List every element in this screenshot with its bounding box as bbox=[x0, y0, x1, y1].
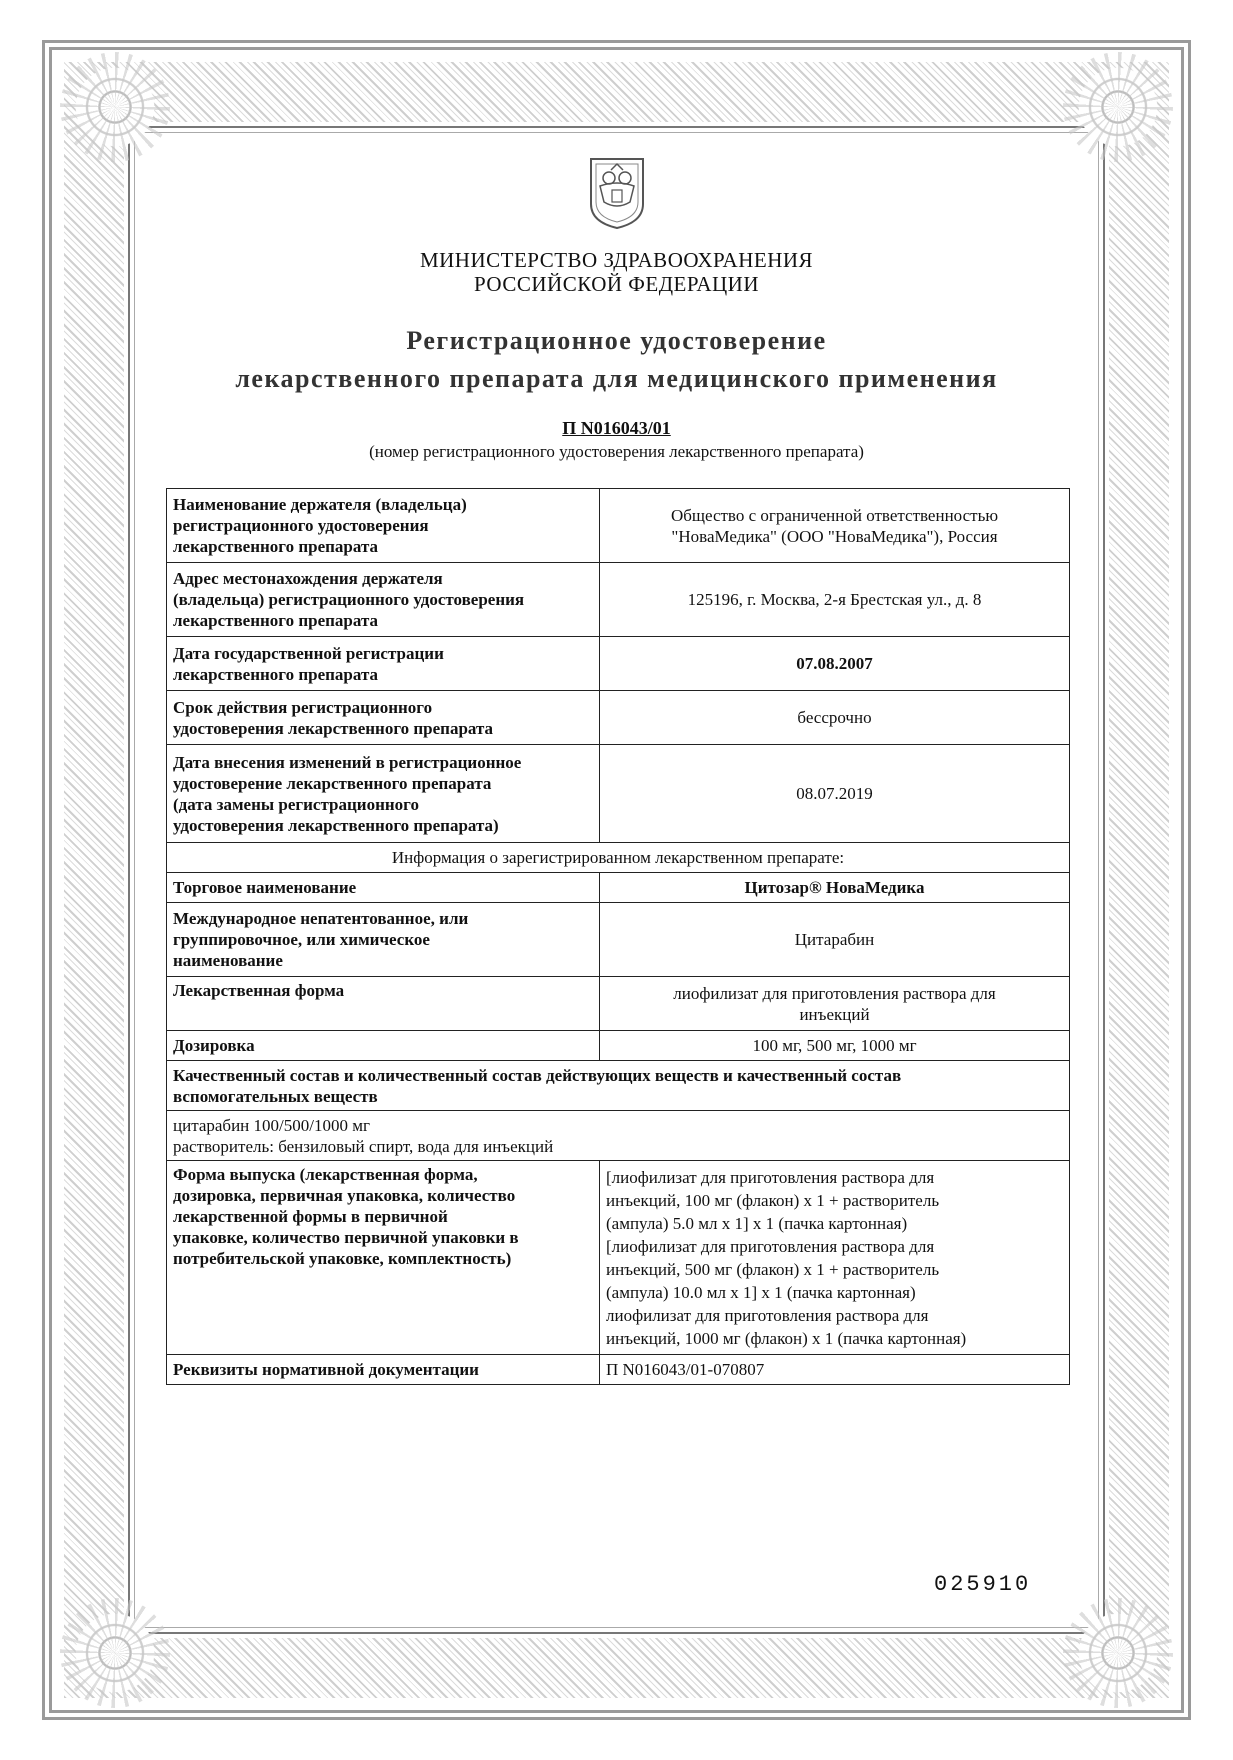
coat-of-arms-icon bbox=[588, 156, 646, 230]
table-row-reg-date bbox=[167, 637, 1070, 691]
corner-rosette-icon bbox=[60, 1598, 170, 1708]
holder-label: Наименование держателя (владельца) регистрационного удостоверения лекарственного препарата bbox=[167, 489, 600, 563]
ministry-line-2: РОССИЙСКОЙ ФЕДЕРАЦИИ bbox=[474, 272, 759, 296]
table-row-dosage bbox=[167, 1031, 1070, 1061]
trade-name-label: Торговое наименование bbox=[167, 873, 600, 903]
table-row-release-form bbox=[167, 1161, 1070, 1355]
table-row-trade-name bbox=[167, 873, 1070, 903]
title-line-1: Регистрационное удостоверение bbox=[406, 326, 827, 355]
reg-date-value: 07.08.2007 bbox=[600, 637, 1070, 691]
address-label: Адрес местонахождения держателя (владельца) регистрационного удостоверения лекарственного препарата bbox=[167, 563, 600, 637]
table-row-info-header bbox=[167, 843, 1070, 873]
corner-rosette-icon bbox=[1063, 1598, 1173, 1708]
inn-label: Международное непатентованное, или группировочное, или химическое наименование bbox=[167, 903, 600, 977]
form-value: лиофилизат для приготовления раствора для инъекций bbox=[600, 977, 1070, 1031]
composition-header: Качественный состав и количественный состав действующих веществ и качественный состав вспомогательных веществ bbox=[167, 1061, 1070, 1111]
dosage-value: 100 мг, 500 мг, 1000 мг bbox=[600, 1031, 1070, 1061]
table-row-normative bbox=[167, 1355, 1070, 1385]
certificate-title bbox=[0, 322, 1233, 398]
composition-lines: цитарабин 100/500/1000 мг растворитель: бензиловый спирт, вода для инъекций bbox=[167, 1111, 1070, 1161]
table-row-composition bbox=[167, 1111, 1070, 1161]
reg-date-label: Дата государственной регистрации лекарственного препарата bbox=[167, 637, 600, 691]
release-form-label: Форма выпуска (лекарственная форма, дозировка, первичная упаковка, количество лекарственной формы в первичной упаковке, количество первичной упаковки в потребительской упаковке, комплектность) bbox=[167, 1161, 600, 1355]
table-row-validity bbox=[167, 691, 1070, 745]
table-row-composition-header bbox=[167, 1061, 1070, 1111]
holder-value: Общество с ограниченной ответственностью "НоваМедика" (ООО "НоваМедика"), Россия bbox=[600, 489, 1070, 563]
change-date-value: 08.07.2019 bbox=[600, 745, 1070, 843]
title-line-2: лекарственного препарата для медицинского применения bbox=[235, 364, 998, 393]
dosage-label: Дозировка bbox=[167, 1031, 600, 1061]
table-row-form bbox=[167, 977, 1070, 1031]
normative-label: Реквизиты нормативной документации bbox=[167, 1355, 600, 1385]
table-row-change-date bbox=[167, 745, 1070, 843]
certificate-table bbox=[166, 488, 1070, 1385]
normative-value: П N016043/01-070807 bbox=[600, 1355, 1070, 1385]
form-label: Лекарственная форма bbox=[167, 977, 600, 1031]
registration-number-caption: (номер регистрационного удостоверения лекарственного препарата) bbox=[369, 442, 864, 461]
serial-number: 025910 bbox=[934, 1572, 1032, 1597]
validity-value: бессрочно bbox=[600, 691, 1070, 745]
validity-label: Срок действия регистрационного удостоверения лекарственного препарата bbox=[167, 691, 600, 745]
address-value: 125196, г. Москва, 2-я Брестская ул., д. 8 bbox=[600, 563, 1070, 637]
ministry-line-1: МИНИСТЕРСТВО ЗДРАВООХРАНЕНИЯ bbox=[419, 248, 814, 272]
trade-name-value: Цитозар® НоваМедика bbox=[600, 873, 1070, 903]
inn-value: Цитарабин bbox=[600, 903, 1070, 977]
info-header: Информация о зарегистрированном лекарственном препарате: bbox=[167, 843, 1070, 873]
table-row-holder bbox=[167, 489, 1070, 563]
corner-rosette-icon bbox=[60, 52, 170, 162]
release-form-value: [лиофилизат для приготовления раствора для инъекций, 100 мг (флакон) х 1 + растворитель (ампула) 5.0 мл х 1] х 1 (пачка картонная) [лиофилизат для приготовления раствора для инъекций, 500 мг (флакон) х 1 + растворитель (ампула) 10.0 мл х 1] х 1 (пачка картонная) лиофилизат для приготовления раствора для инъекций, 1000 мг (флакон) х 1 (пачка картонная) bbox=[600, 1161, 1070, 1355]
registration-number: П N016043/01 bbox=[562, 418, 671, 438]
table-row-inn bbox=[167, 903, 1070, 977]
ministry-heading bbox=[0, 248, 1233, 296]
change-date-label: Дата внесения изменений в регистрационное удостоверение лекарственного препарата (дата замены регистрационного удостоверения лекарственного препарата) bbox=[167, 745, 600, 843]
table-row-address bbox=[167, 563, 1070, 637]
corner-rosette-icon bbox=[1063, 52, 1173, 162]
